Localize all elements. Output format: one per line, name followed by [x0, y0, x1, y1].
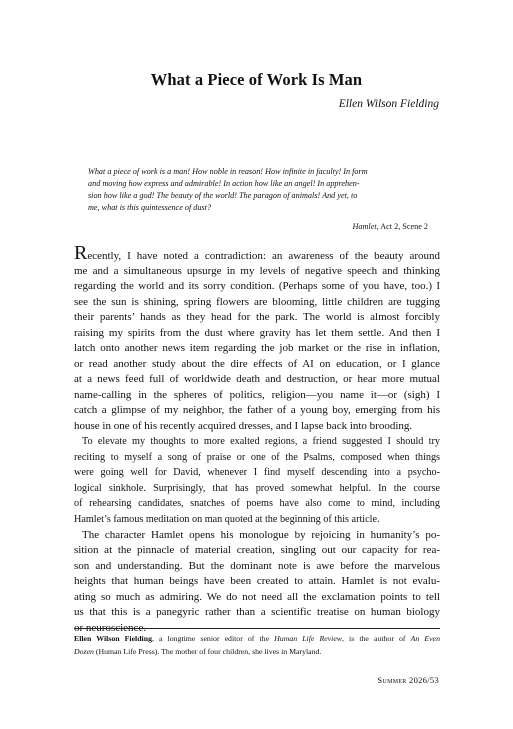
body-line: us that this is a panegyric rather than a scientific treatise on human biology	[74, 606, 440, 619]
body-line: me and a simultaneous upsurge in my levels of negative speech and thinking	[74, 264, 440, 277]
article-author: Ellen Wilson Fielding	[338, 98, 439, 110]
body-line: house in one of his recently acquired dresses, and I lapse back into brooding.	[74, 419, 413, 432]
body-line-text: ecently, I have noted a contradiction: an awareness of the beauty around	[87, 250, 440, 262]
epigraph-source	[353, 222, 429, 231]
article-title: What a Piece of Work Is Man	[150, 70, 363, 89]
body-line: regarding the world and its sorry condition. (Perhaps some of you have, too.) I	[74, 280, 440, 292]
author-bio	[74, 633, 440, 658]
body-line: heights that human beings have been created to attain. Hamlet is not evalu-	[74, 575, 440, 588]
body-line: Hamlet’s famous meditation on man quoted at the beginning of this article.	[74, 513, 380, 525]
body-line: reciting to myself a song of praise or one of the Psalms, composed when things	[74, 451, 440, 463]
paragraph-1	[74, 242, 440, 434]
bio-book-title-cont: Dozen	[74, 646, 94, 656]
bio-line	[74, 633, 440, 646]
body-line: or read another study about the dire effects of AI on education, or I glance	[74, 357, 440, 370]
bio-text: , is the author of	[341, 634, 411, 643]
body-line: or neuroscience.	[74, 621, 147, 634]
bio-book-title: An Even	[410, 634, 440, 643]
body-line: name-calling in the spheres of politics, religion—you name it—or (sigh) I	[74, 388, 440, 401]
body-line: see the sun is shining, spring flowers are blooming, little children are tugging	[74, 295, 440, 308]
drop-cap: R	[74, 242, 88, 264]
article-body	[74, 242, 440, 636]
page-folio	[377, 675, 439, 685]
issue-season: Summer	[377, 675, 407, 685]
bio-line	[74, 646, 440, 659]
bio-text: , a longtime senior editor of the	[151, 634, 275, 643]
body-line: raising my spirits from the dust where gravity has let them settle. And then I	[74, 326, 440, 339]
footnote-rule	[74, 628, 440, 629]
paragraph-3	[74, 528, 440, 637]
body-line	[74, 242, 440, 264]
body-line: son and understanding. But the dominant note is awe before the marvelous	[74, 559, 440, 572]
body-line: their parents’ hands as they head for the park. The world is almost forcibly	[74, 311, 440, 323]
body-line: latch onto another news item regarding the job market or the rise in inflation,	[74, 342, 440, 354]
body-line: The character Hamlet opens his monologue by rejoicing in humanity’s po-	[82, 528, 440, 541]
epigraph-line: and moving how express and admirable! In action how like an angel! In apprehen-	[88, 179, 360, 189]
bio-author-name: Ellen Wilson Fielding	[74, 634, 152, 643]
issue-number: 2026/53	[406, 675, 439, 685]
epigraph	[88, 166, 430, 214]
body-line: were going well for David, whenever I find myself descending into a psycho-	[74, 467, 440, 479]
epigraph-line: What a piece of work is a man! How noble in reason! How infinite in faculty! In form	[88, 167, 368, 176]
body-line: catch a glimpse of my neighbor, the father of a young boy, emerging from his	[74, 404, 440, 416]
epigraph-line: me, what is this quintessence of dust?	[88, 203, 212, 213]
body-line: at a news feed full of worldwide death and destruction, or hear more mutual	[74, 373, 440, 385]
epigraph-source-title: Hamlet,	[352, 222, 379, 231]
body-line: ating so much as admiring. We do not need all the exclamation points to tell	[74, 590, 440, 603]
body-line: sition at the pinnacle of material creation, singling out our capacity for rea-	[74, 544, 440, 557]
epigraph-line: sion how like a god! The beauty of the world! The paragon of animals! And yet, to	[88, 191, 358, 201]
epigraph-source-location: Act 2, Scene 2	[378, 222, 428, 231]
bio-journal: Human Life Review	[274, 634, 342, 643]
body-line: To elevate my thoughts to more exalted regions, a friend suggested I should try	[82, 436, 440, 447]
bio-text: (Human Life Press). The mother of four children, she lives in Maryland.	[93, 646, 322, 656]
body-line: of rehearsing candidates, snatches of poems have also come to mind, including	[74, 498, 440, 510]
paragraph-2	[74, 434, 440, 528]
body-line: logical sinkhole. Surprisingly, that has proved somewhat helpful. In the course	[74, 482, 440, 494]
